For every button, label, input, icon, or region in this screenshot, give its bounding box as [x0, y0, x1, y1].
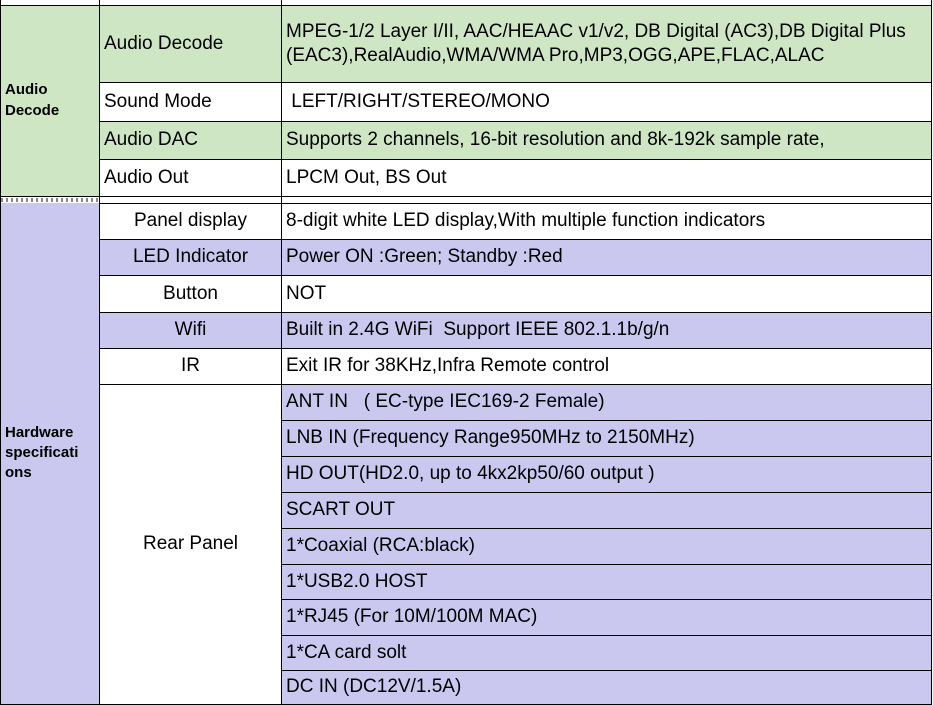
- audio-dac-row: [1, 121, 932, 159]
- rear-item: LNB IN (Frequency Range950MHz to 2150MHz): [282, 420, 932, 456]
- audio-decode-label: Audio Decode: [100, 5, 282, 82]
- audio-out-row: [1, 159, 932, 196]
- audio-dac-label: Audio DAC: [100, 121, 282, 159]
- wifi-value: Built in 2.4G WiFi Support IEEE 802.1.1b/g/n: [282, 312, 932, 348]
- rear-panel-label: Rear Panel: [100, 384, 282, 704]
- audio-dac-value: Supports 2 channels, 16-bit resolution and 8k-192k sample rate,: [282, 121, 932, 159]
- rear-panel-row: [1, 384, 932, 420]
- button-value: NOT: [282, 275, 932, 312]
- audio-decode-row: [1, 5, 932, 82]
- hardware-category-label: Hardware specificati ons: [5, 423, 79, 482]
- audio-decode-value: MPEG-1/2 Layer I/II, AAC/HEAAC v1/v2, DB Digital (AC3),DB Digital Plus (EAC3),RealAudio,WMA/WMA Pro,MP3,OGG,APE,FLAC,ALAC: [282, 5, 932, 82]
- rear-item: HD OUT(HD2.0, up to 4kx2kp50/60 output ): [282, 456, 932, 492]
- audio-category-cell: [1, 5, 100, 196]
- ir-row: [1, 348, 932, 384]
- button-label: Button: [100, 275, 282, 312]
- panel-display-row: [1, 203, 932, 239]
- audio-out-value: LPCM Out, BS Out: [282, 159, 932, 196]
- rear-item: 1*CA card solt: [282, 635, 932, 670]
- ir-value: Exit IR for 38KHz,Infra Remote control: [282, 348, 932, 384]
- led-indicator-row: [1, 239, 932, 275]
- section-gap: [1, 196, 932, 203]
- audio-out-label: Audio Out: [100, 159, 282, 196]
- sound-mode-label: Sound Mode: [100, 82, 282, 121]
- rear-item: 1*USB2.0 HOST: [282, 564, 932, 599]
- rear-item: ANT IN ( EC-type IEC169-2 Female): [282, 384, 932, 420]
- wifi-label: Wifi: [100, 312, 282, 348]
- led-indicator-value: Power ON :Green; Standby :Red: [282, 239, 932, 275]
- ir-label: IR: [100, 348, 282, 384]
- hardware-category-cell: [1, 203, 100, 704]
- rear-item: 1*RJ45 (For 10M/100M MAC): [282, 599, 932, 635]
- dotted-divider: [1, 198, 99, 202]
- sound-mode-value: LEFT/RIGHT/STEREO/MONO: [282, 82, 932, 121]
- rear-item: 1*Coaxial (RCA:black): [282, 528, 932, 564]
- button-row: [1, 275, 932, 312]
- panel-display-label: Panel display: [100, 203, 282, 239]
- panel-display-value: 8-digit white LED display,With multiple function indicators: [282, 203, 932, 239]
- sound-mode-row: [1, 82, 932, 121]
- led-indicator-label: LED Indicator: [100, 239, 282, 275]
- rear-item: SCART OUT: [282, 492, 932, 528]
- wifi-row: [1, 312, 932, 348]
- audio-category-label: Audio Decode: [5, 81, 60, 119]
- rear-item: DC IN (DC12V/1.5A): [282, 670, 932, 704]
